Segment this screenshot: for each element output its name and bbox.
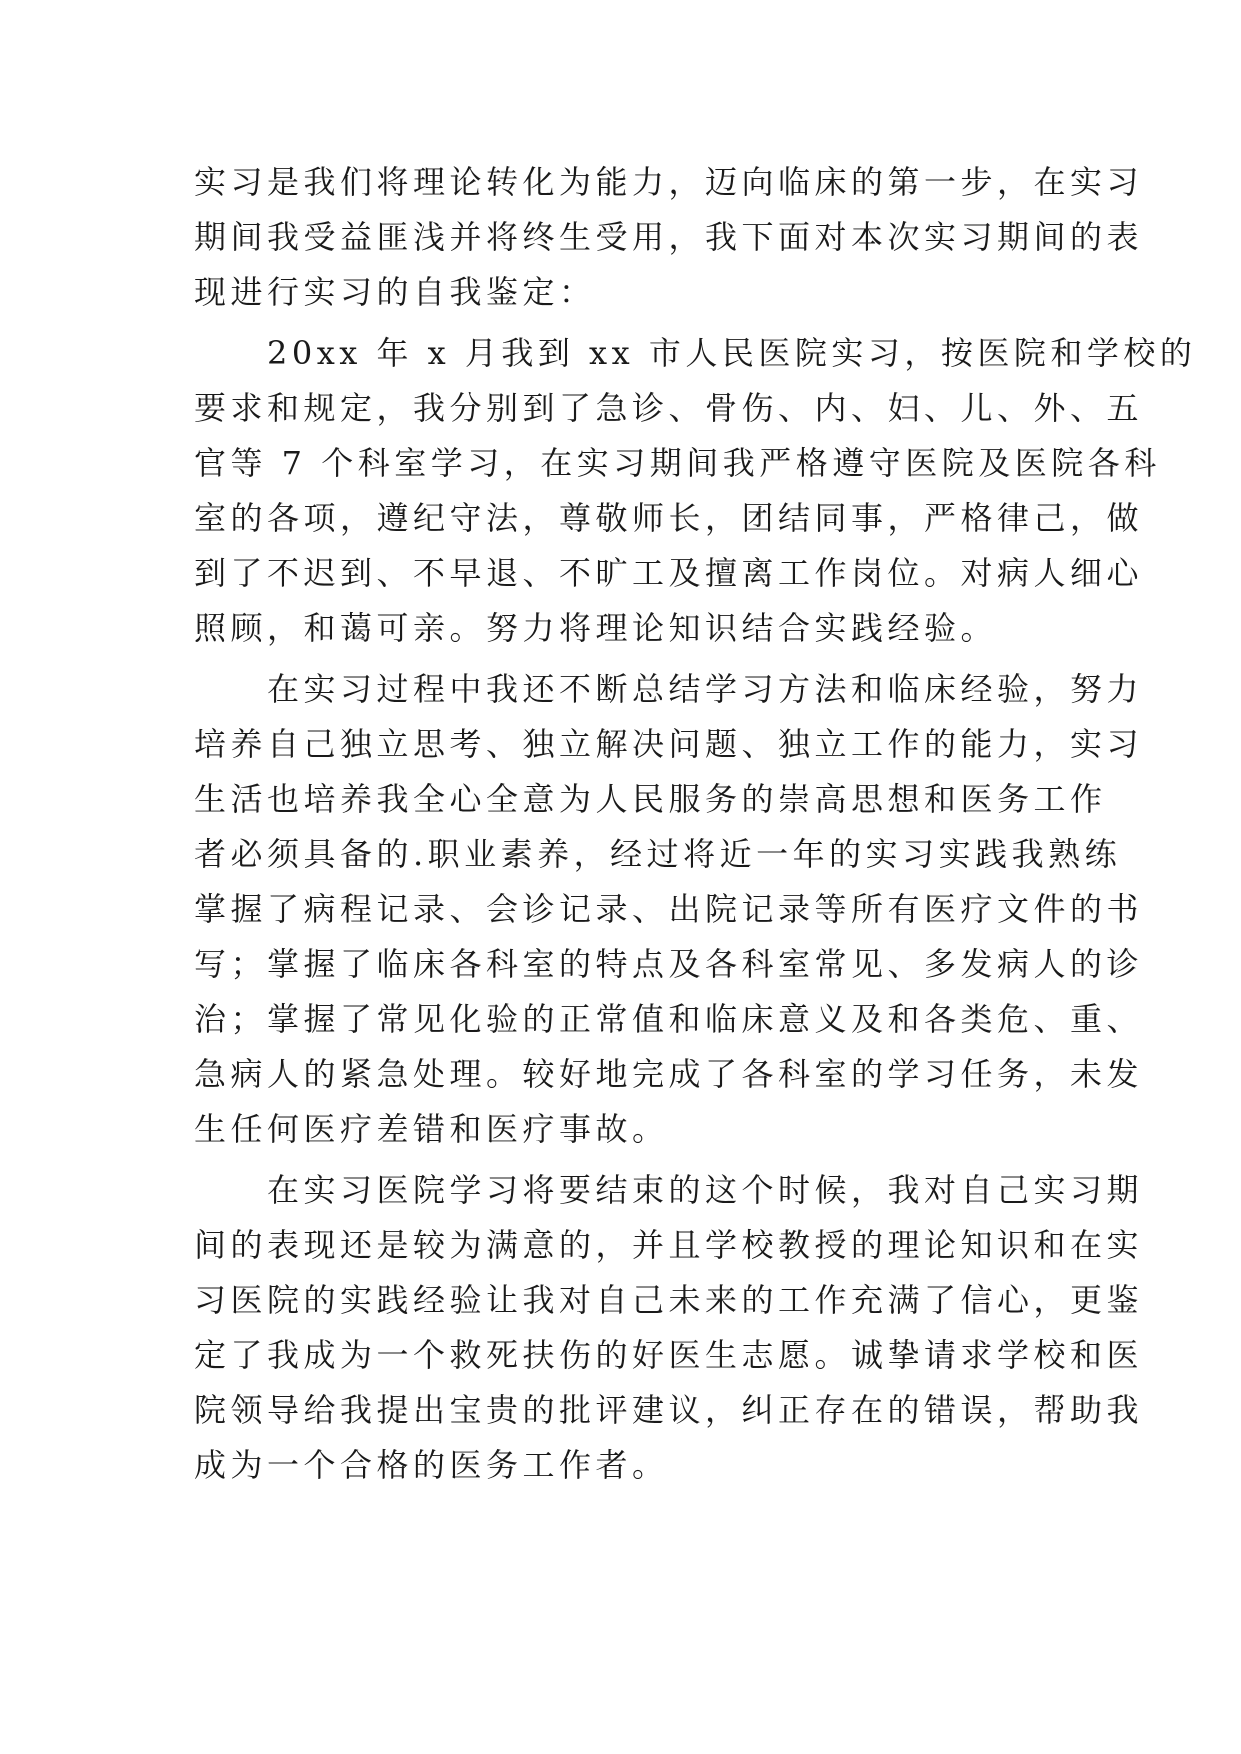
text-line: 在实习医院学习将要结束的这个时候，我对自己实习期	[194, 1171, 1144, 1209]
text-line: 现进行实习的自我鉴定：	[194, 273, 596, 311]
paragraph-conclusion	[194, 1163, 1144, 1493]
text-line: 成为一个合格的医务工作者。	[194, 1446, 669, 1484]
text-line: 官等 7 个科室学习，在实习期间我严格遵守医院及医院各科	[194, 444, 1161, 482]
text-line: 院领导给我提出宝贵的批评建议，纠正存在的错误，帮助我	[194, 1391, 1144, 1429]
paragraph-skills-learned	[194, 662, 1144, 1157]
text-line: 者必须具备的.职业素养，经过将近一年的实习实践我熟练	[194, 835, 1122, 873]
document-body	[194, 155, 1197, 1493]
paragraph-internship-rotation	[194, 326, 1197, 656]
text-line: 定了我成为一个救死扶伤的好医生志愿。诚挚请求学校和医	[194, 1336, 1144, 1374]
text-line: 掌握了病程记录、会诊记录、出院记录等所有医疗文件的书	[194, 890, 1144, 928]
text-line: 期间我受益匪浅并将终生受用，我下面对本次实习期间的表	[194, 218, 1144, 256]
text-line: 生活也培养我全心全意为人民服务的崇高思想和医务工作	[194, 780, 1107, 818]
text-line: 在实习过程中我还不断总结学习方法和临床经验，努力	[194, 670, 1144, 708]
text-line: 实习是我们将理论转化为能力，迈向临床的第一步，在实习	[194, 163, 1144, 201]
text-line: 写；掌握了临床各科室的特点及各科室常见、多发病人的诊	[194, 945, 1144, 983]
text-line: 要求和规定，我分别到了急诊、骨伤、内、妇、儿、外、五	[194, 389, 1144, 427]
text-line: 照顾，和蔼可亲。努力将理论知识结合实践经验。	[194, 609, 998, 647]
text-line: 生任何医疗差错和医疗事故。	[194, 1110, 669, 1148]
text-line: 20xx 年 x 月我到 xx 市人民医院实习，按医院和学校的	[194, 334, 1197, 372]
text-line: 习医院的实践经验让我对自己未来的工作充满了信心，更鉴	[194, 1281, 1144, 1319]
text-line: 室的各项，遵纪守法，尊敬师长，团结同事，严格律己，做	[194, 499, 1144, 537]
paragraph-intro	[194, 155, 1144, 320]
text-line: 到了不迟到、不早退、不旷工及擅离工作岗位。对病人细心	[194, 554, 1144, 592]
text-line: 培养自己独立思考、独立解决问题、独立工作的能力，实习	[194, 725, 1144, 763]
text-line: 间的表现还是较为满意的，并且学校教授的理论知识和在实	[194, 1226, 1144, 1264]
text-line: 治；掌握了常见化验的正常值和临床意义及和各类危、重、	[194, 1000, 1144, 1038]
text-line: 急病人的紧急处理。较好地完成了各科室的学习任务，未发	[194, 1055, 1144, 1093]
